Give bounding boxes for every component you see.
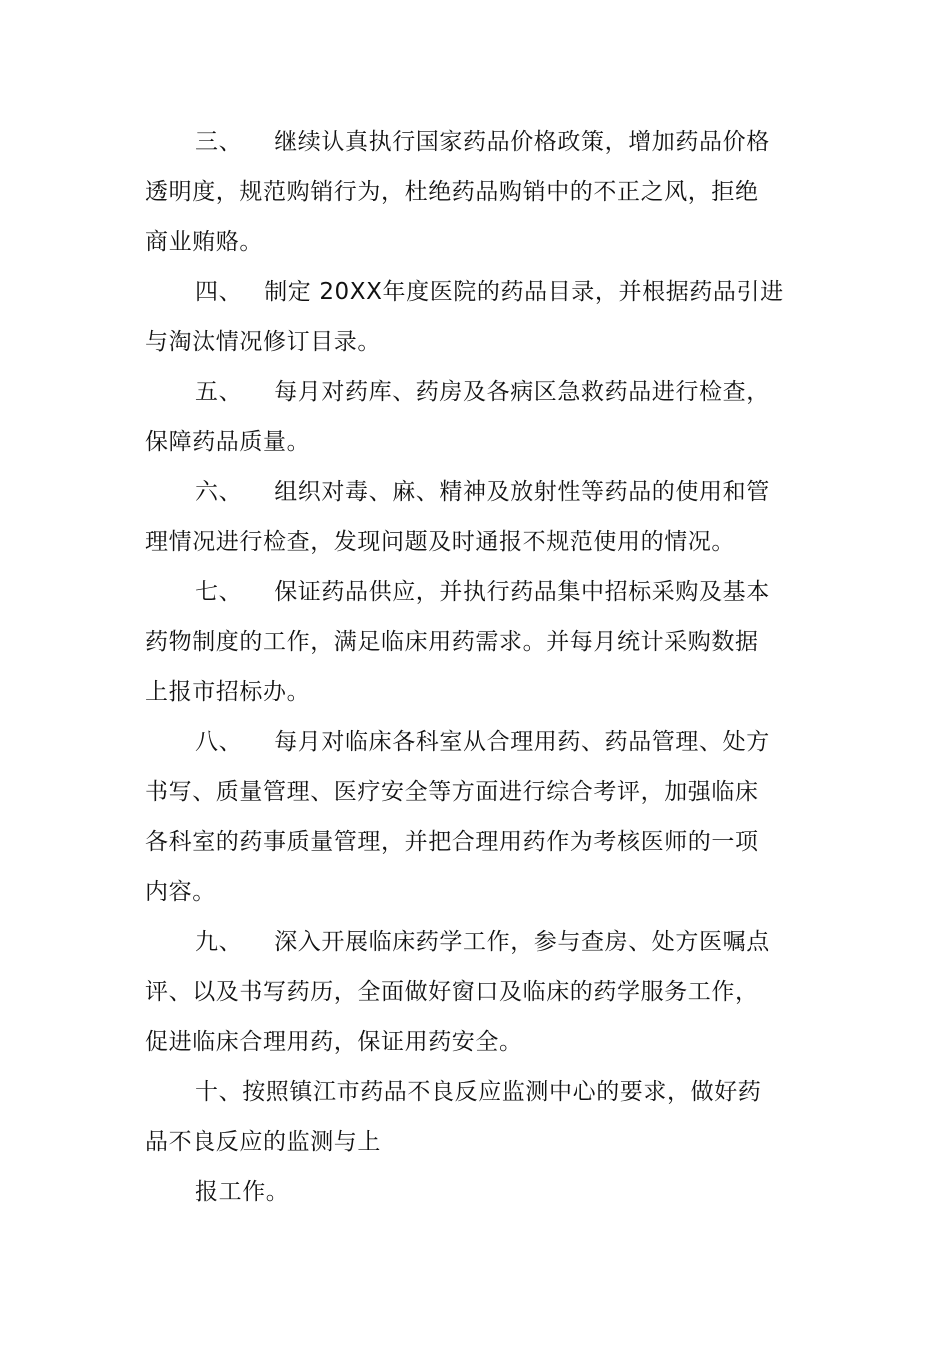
- item-5-number: 五、: [195, 379, 243, 405]
- item-5-first-line: [195, 377, 770, 407]
- item-3-number: 三、: [195, 129, 243, 155]
- item-5-line-2: 保障药品质量。: [145, 429, 311, 455]
- item-6-number: 六、: [195, 479, 243, 505]
- item-8-number: 八、: [195, 729, 243, 755]
- item-6-line-2: 理情况进行检查，发现问题及时通报不规范使用的情况。: [145, 529, 735, 555]
- item-9-line-2: 评、以及书写药历，全面做好窗口及临床的药学服务工作，: [145, 979, 759, 1005]
- item-4-number: 四、: [195, 279, 243, 305]
- item-9-first-line: [195, 927, 770, 957]
- item-3-first-line: [195, 127, 770, 157]
- item-4-first-line: [195, 277, 784, 307]
- item-6-line-1: 组织对毒、麻、精神及放射性等药品的使用和管: [274, 479, 770, 505]
- item-9-number: 九、: [195, 929, 243, 955]
- item-8-first-line: [195, 727, 770, 757]
- item-10-first-line: [195, 1077, 761, 1107]
- item-8-line-2: 书写、质量管理、医疗安全等方面进行综合考评，加强临床: [145, 779, 759, 805]
- item-4-line-1: 制定 20XX年度医院的药品目录，并根据药品引进: [264, 279, 784, 305]
- item-3-line-1: 继续认真执行国家药品价格政策，增加药品价格: [274, 129, 770, 155]
- item-8-line-1: 每月对临床各科室从合理用药、药品管理、处方: [274, 729, 770, 755]
- item-7-first-line: [195, 577, 770, 607]
- item-6-first-line: [195, 477, 770, 507]
- item-7-line-3: 上报市招标办。: [145, 679, 311, 705]
- item-9-line-3: 促进临床合理用药，保证用药安全。: [145, 1029, 523, 1055]
- item-10-line-1: 按照镇江市药品不良反应监测中心的要求，做好药: [242, 1079, 762, 1105]
- item-5-line-1: 每月对药库、药房及各病区急救药品进行检查，: [274, 379, 770, 405]
- item-7-line-1: 保证药品供应，并执行药品集中招标采购及基本: [274, 579, 770, 605]
- item-10-line-2: 品不良反应的监测与上: [145, 1129, 381, 1155]
- item-4-line-2: 与淘汰情况修订目录。: [145, 329, 381, 355]
- item-8-line-4: 内容。: [145, 879, 216, 905]
- item-7-number: 七、: [195, 579, 243, 605]
- item-7-line-2: 药物制度的工作，满足临床用药需求。并每月统计采购数据: [145, 629, 759, 655]
- item-3-line-3: 商业贿赂。: [145, 229, 263, 255]
- item-10-number: 十、: [195, 1079, 243, 1105]
- item-3-line-2: 透明度，规范购销行为，杜绝药品购销中的不正之风，拒绝: [145, 179, 759, 205]
- item-10-line-3: 报工作。: [195, 1179, 290, 1205]
- item-9-line-1: 深入开展临床药学工作，参与查房、处方医嘱点: [274, 929, 770, 955]
- item-8-line-3: 各科室的药事质量管理，并把合理用药作为考核医师的一项: [145, 829, 759, 855]
